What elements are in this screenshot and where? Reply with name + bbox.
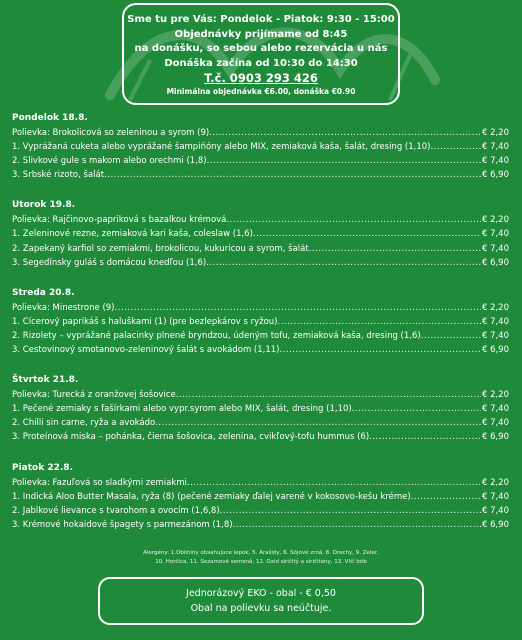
menu-item	[12, 504, 509, 518]
menu-item-name: 1. Zeleninové rezne, zemiaková kari kaša, coleslaw (1,6)	[12, 229, 253, 240]
menu-item-price: € 2,20	[481, 128, 509, 138]
menu-item-price: € 7,40	[481, 491, 509, 502]
menu-item-price: € 7,40	[481, 243, 509, 254]
soup-packaging-note: Obal na polievku sa neúčtuje.	[190, 603, 332, 614]
dot-leader	[309, 242, 481, 256]
order-types-text: na donášku, so sebou alebo rezervácia u nás	[134, 43, 388, 54]
dot-leader	[206, 256, 481, 270]
menu-item-name: Polievka: Minestrone (9)	[12, 302, 115, 313]
menu-item-name: Polievka: Rajčinovo-papriková s bazalkou krémová	[12, 215, 227, 226]
day-title: Streda 20.8.	[12, 287, 75, 298]
day-title: Štvrtok 21.8.	[12, 375, 79, 386]
menu-item-price: € 7,40	[481, 505, 509, 516]
menu-item-name: Polievka: Fazuľová so sladkými zemiakmi	[12, 477, 187, 488]
menu-item-name: 1. Indická Aloo Butter Masala, ryža (8) (pečené zemiaky ďalej varené v kokosovo-kešu kréme)	[12, 491, 411, 502]
menu-item-price: € 7,40	[481, 142, 509, 153]
menu-item	[12, 388, 509, 402]
menu-item	[12, 402, 509, 416]
allergen-line: Alergény: 1.Obilniny obsahujúce lepok, 5. Arašidy, 6. Sójové zrná, 8. Orechy, 9. Zeler,	[143, 550, 379, 556]
menu-item-name: 2. Zapekaný karfiol so zemiakmi, brokolicou, kukuricou a syrom, šalát	[12, 243, 309, 254]
menu-item	[12, 518, 509, 532]
menu-item-price: € 2,20	[481, 390, 509, 401]
day-section-thursday	[12, 374, 509, 444]
dot-leader	[187, 476, 481, 490]
dot-leader	[209, 126, 481, 140]
day-section-wednesday	[12, 287, 509, 357]
dot-leader	[279, 343, 480, 357]
menu-item	[12, 315, 509, 329]
dot-leader	[176, 388, 481, 402]
menu-item-name: 1. Cícerový paprikáš s haluškami (1) (pre bezlepkárov s ryžou)	[12, 316, 278, 327]
menu-item	[12, 476, 509, 490]
menu-item-price: € 2,20	[481, 302, 509, 313]
order-time-text: Objednávky prijímame od 8:45	[174, 28, 348, 40]
dot-leader	[411, 490, 481, 504]
menu-item	[12, 242, 509, 256]
menu-item-price: € 7,40	[481, 229, 509, 240]
menu-item	[12, 416, 509, 430]
day-section-tuesday	[12, 199, 509, 269]
menu-item-name: 3. Segedínsky guláš s domácou knedľou (1,6)	[12, 257, 207, 268]
allergen-line: 10. Horčica, 11. Sezamové semená, 12. Oxid siričitý a siričitany, 13. Vlčí bôb	[155, 559, 367, 565]
dot-leader	[253, 227, 481, 241]
dot-leader	[278, 315, 481, 329]
dot-leader	[115, 301, 481, 315]
menu-item-price: € 6,90	[481, 257, 509, 268]
menu-item-name: 1. Vyprážaná cuketa alebo vyprážané šampiňóny alebo MIX, zemiaková kaša, šalát, dresing (1,10)	[12, 142, 431, 153]
packaging-fee-box	[98, 577, 424, 625]
dot-leader	[220, 504, 481, 518]
menu-item	[12, 213, 509, 227]
dot-leader	[226, 213, 481, 227]
menu-item-price: € 7,40	[481, 330, 509, 341]
menu-item	[12, 329, 509, 343]
menu-item	[12, 154, 509, 168]
menu-item-price: € 7,40	[481, 316, 509, 327]
day-title: Pondelok 18.8.	[12, 113, 88, 123]
minimum-order-text: Minimálna objednávka €6.00, donáška €0.90	[166, 87, 356, 96]
menu-item	[12, 140, 509, 154]
menu-item-price: € 7,40	[481, 418, 509, 429]
menu-item-price: € 7,40	[481, 404, 509, 415]
phone-number-link[interactable]: T.č. 0903 293 426	[204, 71, 318, 85]
day-section-friday	[12, 462, 509, 532]
menu-item-name: 2. Slivkové gule s makom alebo orechmi (1,8)	[12, 156, 207, 167]
menu-item-name: 2. Chilli sin carne, ryža a avokádo	[12, 418, 156, 429]
eco-packaging-fee: Jednorázový EKO - obal - € 0,50	[186, 588, 336, 599]
day-title: Utorok 19.8.	[12, 200, 76, 211]
menu-item	[12, 490, 509, 504]
menu-item	[12, 301, 509, 315]
menu-item	[12, 227, 509, 241]
dot-leader	[104, 168, 481, 182]
menu-item-price: € 2,20	[481, 215, 509, 226]
opening-hours-text: Sme tu pre Vás: Pondelok - Piatok: 9:30 - 15:00	[127, 14, 395, 25]
day-section-monday	[12, 112, 509, 182]
menu-item-price: € 6,90	[481, 170, 509, 181]
menu-item-name: 2. Jablkové lievance s tvarohom a ovocím (1,6,8)	[12, 505, 220, 516]
menu-item	[12, 343, 509, 357]
menu-item-name: 3. Srbské rizoto, šalát	[12, 170, 105, 181]
menu-item-name: Polievka: Brokolicová so zeleninou a syrom (9)	[12, 128, 210, 138]
menu-item	[12, 168, 509, 182]
opening-hours-box	[122, 3, 400, 105]
dot-leader	[155, 416, 481, 430]
menu-item-name: Polievka: Turecká z oranžovej šošovice	[12, 390, 176, 401]
dot-leader	[421, 329, 481, 343]
dot-leader	[430, 140, 480, 154]
menu-item	[12, 430, 509, 444]
menu-item-name: 2. Rizolety – vyprážané palacinky plnené bryndzou, údeným tofu, zemiaková kaša, dresing (1,6)	[12, 330, 421, 341]
dot-leader	[369, 430, 481, 444]
delivery-time-text: Donáška začína od 10:30 do 14:30	[164, 57, 358, 69]
menu-item-price: € 7,40	[481, 156, 509, 167]
menu-item-name: 3. Cestovinový smotanovo-zeleninový šalát s avokádom (1,11)	[12, 345, 280, 356]
weekly-menu	[12, 112, 509, 549]
menu-item-name: 3. Krémové hokaidové špagety s parmezánom (1,8)	[12, 519, 233, 530]
menu-item-price: € 6,90	[481, 519, 509, 530]
menu-item-price: € 6,90	[481, 345, 509, 356]
menu-item-price: € 6,90	[481, 432, 509, 443]
menu-item-name: 3. Proteínová miska – pohánka, čierna šošovica, zelenina, cvikľový-tofu hummus (6)	[12, 432, 370, 443]
menu-item-name: 1. Pečené zemiaky s fašírkami alebo vypr.syrom alebo MIX, šalát, dresing (1,10)	[12, 404, 352, 415]
menu-item	[12, 256, 509, 270]
menu-item-price: € 2,20	[481, 477, 509, 488]
dot-leader	[233, 518, 481, 532]
day-title: Piatok 22.8.	[12, 462, 73, 473]
dot-leader	[352, 402, 481, 416]
allergen-legend	[0, 549, 522, 567]
dot-leader	[207, 154, 481, 168]
menu-item	[12, 126, 509, 140]
